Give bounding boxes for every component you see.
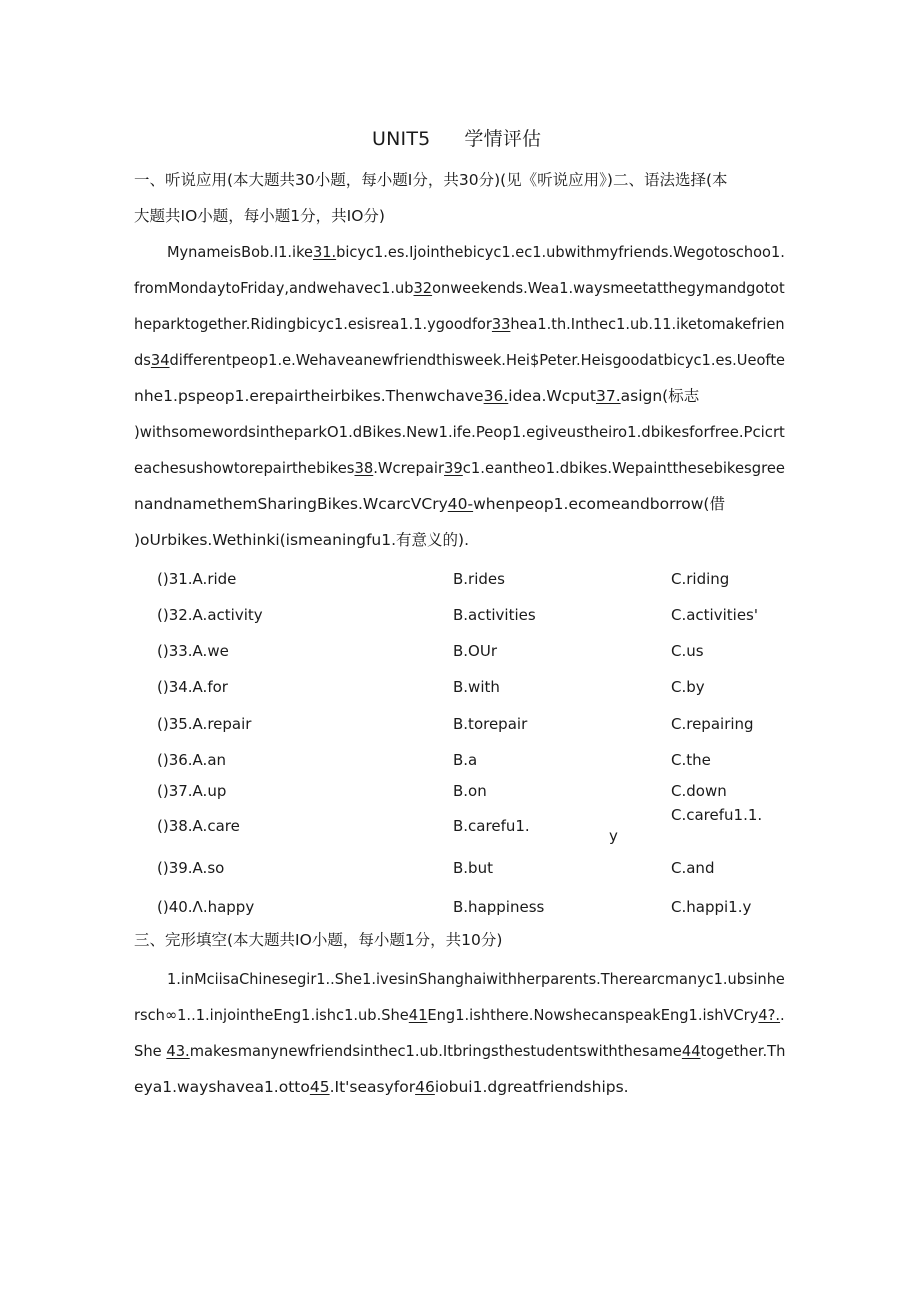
section-heading-1-cont: 大题共IO小题，每小题1分，共IO分) (134, 207, 385, 225)
blank-46[interactable]: 46 (415, 1078, 435, 1096)
blank-41[interactable]: 41 (408, 1006, 428, 1024)
option-c[interactable]: C.the (671, 751, 711, 769)
blank-45[interactable]: 45 (309, 1078, 330, 1096)
option-b[interactable]: B.carefu1. (453, 817, 530, 835)
question-40[interactable]: ()40.Λ.happy (157, 898, 255, 916)
option-b[interactable]: B.with (453, 678, 500, 696)
passage-line: eachesushowtorepairthebikes38.Wcrepair39c1.eantheo1.dbikes.Wepaintthesebikesgree (134, 459, 785, 477)
passage-line: )withsomewordsintheparkO1.dBikes.New1.ife.Peop1.egiveustheiro1.dbikesforfree.Pcicrt (134, 423, 785, 441)
option-c[interactable]: C.by (671, 678, 705, 696)
passage-line: 1.inMciisaChinesegir1..She1.ivesinShanghaiwithherparents.Therearcmanyc1.ubsinhe (167, 970, 785, 988)
question-37[interactable]: ()37.A.up (157, 782, 227, 800)
passage-line: )oUrbikes.Wethinki(ismeaningfu1.有意义的). (134, 531, 470, 549)
passage-line: ds34differentpeop1.e.Wehaveanewfriendthisweek.Hei$Peter.Heisgoodatbicyc1.es.Ueofte (134, 351, 786, 369)
passage-line: She 43.makesmanynewfriendsinthec1.ub.Itbringsthestudentswiththesame44together.Th (134, 1042, 786, 1060)
option-b[interactable]: B.on (453, 782, 487, 800)
passage-line: nhe1.pspeop1.erepairtheirbikes.Thenwchave36.idea.Wcput37.asign(标志 (134, 387, 700, 405)
option-c[interactable]: C.and (671, 859, 715, 877)
option-c[interactable]: C.activities' (671, 606, 758, 624)
blank-42[interactable]: 4?. (758, 1006, 781, 1024)
question-39[interactable]: ()39.A.so (157, 859, 225, 877)
option-c[interactable]: C.happi1.y (671, 898, 752, 916)
page-title (372, 124, 541, 151)
title-subtitle: 学情评估 (464, 128, 542, 150)
question-31[interactable]: ()31.A.ride (157, 570, 237, 588)
blank-44[interactable]: 44 (681, 1042, 701, 1060)
question-32[interactable]: ()32.A.activity (157, 606, 263, 624)
option-c[interactable]: C.repairing (671, 715, 754, 733)
option-b[interactable]: B.OUr (453, 642, 498, 660)
stray-letter: y (609, 827, 618, 845)
passage-line: heparktogether.Ridingbicyc1.esisrea1.1.ygoodfor33hea1.th.Inthec1.ub.11.iketomakefrien (134, 315, 785, 333)
passage-line: rsch∞1..1.injointheEng1.ishc1.ub.She41Eng1.ishthere.NowshecanspeakEng1.ishVCry4?.. (134, 1006, 785, 1024)
option-c[interactable]: C.down (671, 782, 727, 800)
blank-38[interactable]: 38 (354, 459, 374, 477)
blank-40[interactable]: 40- (447, 495, 474, 513)
blank-32[interactable]: 32 (413, 279, 433, 297)
question-35[interactable]: ()35.A.repair (157, 715, 252, 733)
unit-label: UNIT5 (372, 128, 431, 150)
section-heading-3: 三、完形填空(本大题共IO小题，每小题1分，共10分) (134, 931, 503, 949)
option-b[interactable]: B.activities (453, 606, 536, 624)
passage-line: eya1.wayshavea1.otto45.It'seasyfor46iobui1.dgreatfriendships. (134, 1078, 629, 1096)
blank-33[interactable]: 33 (491, 315, 511, 333)
option-b[interactable]: B.happiness (453, 898, 545, 916)
option-c[interactable]: C.carefu1.1. (671, 806, 763, 824)
passage-line: nandnamethemSharingBikes.WcarcVCry40-whenpeop1.ecomeandborrow(借 (134, 495, 725, 513)
option-b[interactable]: B.torepair (453, 715, 528, 733)
blank-31[interactable]: 31. (312, 243, 337, 261)
blank-36[interactable]: 36. (483, 387, 509, 405)
option-b[interactable]: B.but (453, 859, 493, 877)
option-b[interactable]: B.a (453, 751, 478, 769)
section-heading-1: 一、听说应用(本大题共30小题，每小题I分，共30分)(见《听说应用》)二、语法选择(本 (134, 171, 728, 189)
passage-line: fromMondaytoFriday,andwehavec1.ub32onweekends.Wea1.waysmeetatthegymandgotot (134, 279, 785, 297)
blank-39[interactable]: 39 (444, 459, 463, 477)
question-33[interactable]: ()33.A.we (157, 642, 229, 660)
blank-34[interactable]: 34 (150, 351, 170, 369)
blank-37[interactable]: 37. (595, 387, 621, 405)
question-34[interactable]: ()34.A.for (157, 678, 228, 696)
question-38[interactable]: ()38.A.care (157, 817, 240, 835)
option-b[interactable]: B.rides (453, 570, 505, 588)
option-c[interactable]: C.us (671, 642, 704, 660)
option-c[interactable]: C.riding (671, 570, 730, 588)
passage-line: MynameisBob.I1.ike31.bicyc1.es.Ijointhebicyc1.ec1.ubwithmyfriends.Wegotoschoo1. (167, 243, 785, 261)
question-36[interactable]: ()36.A.an (157, 751, 227, 769)
blank-43[interactable]: 43. (166, 1042, 190, 1060)
